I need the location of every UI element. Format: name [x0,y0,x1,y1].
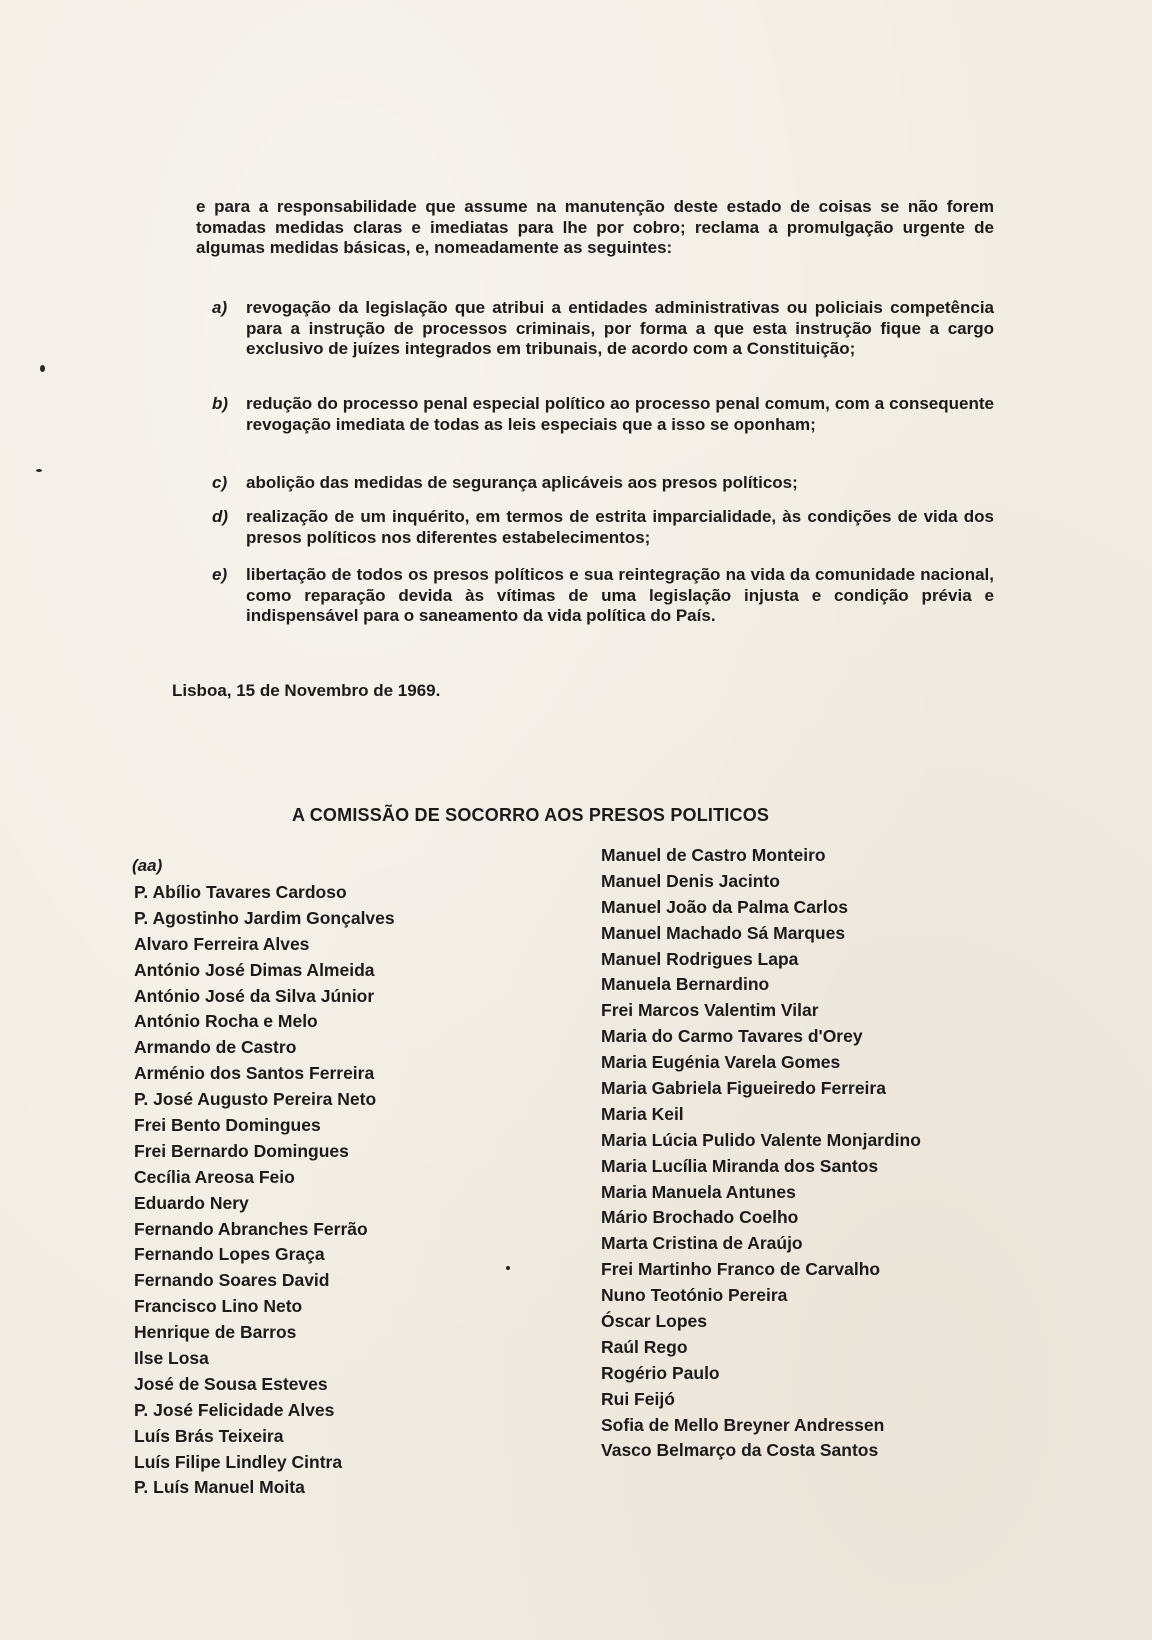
signatory-name: Fernando Abranches Ferrão [134,1218,368,1239]
ink-speck [40,365,45,372]
signatory-name: Manuel João da Palma Carlos [601,896,849,917]
measure-item-e [212,565,994,627]
signatory-name: Mário Brochado Coelho [601,1207,799,1228]
measure-text: redução do processo penal especial político ao processo penal comum, com a consequente revogação imediata de todas as leis especiais que a isso se oponham; [246,394,994,434]
signatory-name: Óscar Lopes [601,1311,708,1332]
signatory-name: Eduardo Nery [134,1192,249,1213]
signatory-name: Arménio dos Santos Ferreira [134,1063,375,1084]
measure-item-d [212,507,994,548]
signatory-name: António José Dimas Almeida [134,959,375,980]
signatory-name: José de Sousa Esteves [134,1373,328,1394]
intro-paragraph: e para a responsabilidade que assume na manutenção deste estado de coisas se não forem tomadas medidas claras e imediatas para lhe por cobro; reclama a promulgação urgente de algumas medidas básicas, e, nomeadamente as seguintes: [196,197,994,257]
signatories-left-column [134,880,395,1501]
signatory-name: Francisco Lino Neto [134,1296,303,1317]
signatory-name: Frei Bernardo Domingues [134,1140,349,1161]
measure-item-c [212,473,994,494]
signatory-name: Ilse Losa [134,1348,209,1369]
signatory-name: Henrique de Barros [134,1322,297,1343]
signatory-name: Manuel Denis Jacinto [601,870,780,891]
signatory-name: P. Luís Manuel Moita [134,1477,305,1498]
signatory-name: Maria Gabriela Figueiredo Ferreira [601,1078,886,1099]
signatory-name: Maria Lúcia Pulido Valente Monjardino [601,1129,921,1150]
measure-marker: b) [212,394,229,413]
measure-marker: e) [212,565,228,584]
signatory-name: Fernando Soares David [134,1270,330,1291]
signatory-name: Frei Bento Domingues [134,1115,321,1136]
signatory-name: Marta Cristina de Araújo [601,1233,803,1254]
measure-text: realização de um inquérito, em termos de estrita imparcialidade, às condições de vida dos presos políticos nos diferentes estabelecimentos; [246,507,994,547]
ink-speck [36,469,42,472]
committee-heading: A COMISSÃO DE SOCORRO AOS PRESOS POLITICOS [292,805,770,825]
signatory-name: Luís Filipe Lindley Cintra [134,1451,343,1472]
signatory-name: Manuel de Castro Monteiro [601,845,826,865]
date-line: Lisboa, 15 de Novembro de 1969. [172,681,441,700]
signatory-name: Frei Marcos Valentim Vilar [601,1000,819,1021]
signatory-name: António José da Silva Júnior [134,985,375,1006]
measure-marker: a) [212,298,228,317]
signature-label: (aa) [132,856,163,875]
signatory-name: Maria Manuela Antunes [601,1181,796,1202]
signatory-name: Maria Eugénia Varela Gomes [601,1052,841,1073]
signatory-name: Manuel Machado Sá Marques [601,922,846,943]
measure-text: revogação da legislação que atribui a entidades administrativas ou policiais competência para a instrução de processos criminais, por forma a que esta instrução fique a cargo exclusivo de juízes integrados em tribunais, de acordo com a Constituição; [246,298,994,358]
signatory-name: Sofia de Mello Breyner Andressen [601,1414,885,1435]
signatory-name: P. Abílio Tavares Cardoso [134,882,347,902]
signatory-name: Frei Martinho Franco de Carvalho [601,1259,881,1280]
signatory-name: Luís Brás Teixeira [134,1425,284,1446]
measure-item-b [212,394,994,435]
measure-marker: c) [212,473,228,492]
signatory-name: Maria Lucília Miranda dos Santos [601,1155,879,1176]
signatory-name: Alvaro Ferreira Alves [134,933,310,954]
signatory-name: Raúl Rego [601,1336,688,1357]
signatory-name: Maria Keil [601,1103,684,1124]
ink-speck [506,1266,510,1270]
measure-item-a [212,298,994,360]
signatory-name: Cecília Areosa Feio [134,1166,295,1187]
signatory-name: Rogério Paulo [601,1362,720,1383]
signatory-name: P. José Felicidade Alves [134,1399,335,1420]
measure-text: abolição das medidas de segurança aplicáveis aos presos políticos; [246,473,798,492]
signatory-name: Maria do Carmo Tavares d'Orey [601,1026,863,1047]
measure-marker: d) [212,507,229,526]
signatory-name: P. Agostinho Jardim Gonçalves [134,907,395,928]
signatories-right-column [601,843,921,1464]
signatory-name: Rui Feijó [601,1388,675,1409]
signatory-name: Vasco Belmarço da Costa Santos [601,1440,879,1461]
signatory-name: P. José Augusto Pereira Neto [134,1089,377,1110]
signatory-name: Manuela Bernardino [601,974,770,995]
signatory-name: António Rocha e Melo [134,1011,318,1032]
measure-text: libertação de todos os presos políticos e sua reintegração na vida da comunidade nacional, como reparação devida às vítimas de uma legislação injusta e condição prévia e indispensável para o saneamento da vida política do País. [246,565,994,625]
signatory-name: Fernando Lopes Graça [134,1244,325,1265]
signatory-name: Manuel Rodrigues Lapa [601,948,799,969]
signatory-name: Nuno Teotónio Pereira [601,1285,788,1306]
signatory-name: Armando de Castro [134,1037,297,1058]
